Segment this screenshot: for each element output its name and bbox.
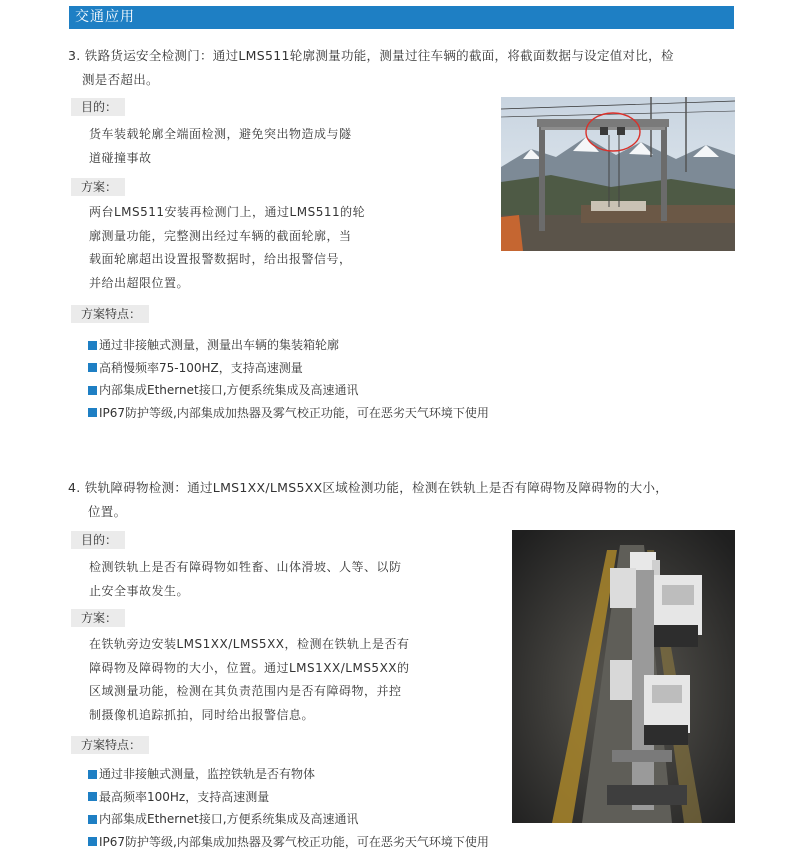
section3-plan-tag: 方案： [71, 178, 125, 196]
bullet-square-icon [88, 341, 97, 350]
section3-features-list [88, 334, 489, 424]
section3-features-tag: 方案特点： [71, 305, 149, 323]
section3-goal-line: 货车装载轮廓全端面检测，避免突出物造成与隧 [89, 127, 352, 141]
railway-gantry-illustration [501, 97, 735, 251]
section3-goal-line: 道碰撞事故 [89, 150, 152, 165]
feature-item: 最高频率100Hz，支持高速测量 [88, 786, 489, 809]
section4-plan-tag: 方案： [71, 609, 125, 627]
section3-plan-line: 载面轮廓超出设置报警数据时，给出报警信号， [89, 252, 352, 266]
section3-goal-tag: 目的： [71, 98, 125, 116]
feature-item: 高稍慢频率75-100HZ，支持高速测量 [88, 357, 489, 380]
section3-heading [68, 44, 748, 92]
bullet-square-icon [88, 792, 97, 801]
section4-goal-line: 止安全事故发生。 [89, 583, 190, 598]
section4-goal-text [89, 556, 402, 603]
section4-goal-tag: 目的： [71, 531, 125, 549]
feature-item: IP67防护等级,内部集成加热器及雾气校正功能，可在恶劣天气环境下使用 [88, 402, 489, 425]
bullet-square-icon [88, 770, 97, 779]
feature-item: 通过非接触式测量，测量出车辆的集装箱轮廓 [88, 334, 489, 357]
section3-heading-line2: 测是否超出。 [82, 72, 159, 87]
section3-plan-line: 两台LMS511安装再检测门上，通过LMS511的轮 [89, 205, 366, 219]
section4-goal-line: 检测铁轨上是否有障碍物如牲畜、山体滑坡、人等、以防 [89, 560, 402, 574]
railway-gantry-photo [501, 97, 735, 251]
section4-plan-line: 在铁轨旁边安装LMS1XX/LMS5XX，检测在铁轨上是否有 [89, 637, 410, 651]
feature-item: 内部集成Ethernet接口,方便系统集成及高速通讯 [88, 808, 489, 831]
section4-plan-text [89, 633, 410, 727]
section3-goal-text [89, 123, 352, 170]
section4-features-tag: 方案特点： [71, 736, 149, 754]
section4-plan-line: 制摄像机追踪抓拍，同时给出报警信息。 [89, 707, 315, 722]
section4-heading-line2: 位置。 [88, 504, 127, 519]
bullet-square-icon [88, 363, 97, 372]
bullet-square-icon [88, 815, 97, 824]
section4-heading-line1: 4. 铁轨障碍物检测：通过LMS1XX/LMS5XX区域检测功能，检测在铁轨上是否有障碍物及障碍物的大小， [68, 480, 669, 495]
feature-item: IP67防护等级,内部集成加热器及雾气校正功能，可在恶劣天气环境下使用 [88, 831, 489, 854]
section3-plan-text [89, 201, 365, 295]
section3-heading-line1: 3. 铁路货运安全检测门：通过LMS511轮廓测量功能，测量过往车辆的截面，将截面数据与设定值对比，检 [68, 48, 674, 63]
feature-item: 内部集成Ethernet接口,方便系统集成及高速通讯 [88, 379, 489, 402]
section4-features-list [88, 763, 489, 853]
bullet-square-icon [88, 408, 97, 417]
section3-plan-line: 并给出超限位置。 [89, 275, 190, 290]
section3-plan-line: 廓测量功能，完整测出经过车辆的截面轮廓，当 [89, 228, 352, 243]
section4-plan-line: 区域测量功能，检测在其负责范围内是否有障碍物，并控 [89, 684, 402, 698]
bullet-square-icon [88, 837, 97, 846]
bullet-square-icon [88, 386, 97, 395]
track-sensor-illustration [512, 530, 735, 823]
section4-plan-line: 障碍物及障碍物的大小，位置。通过LMS1XX/LMS5XX的 [89, 660, 410, 675]
feature-item: 通过非接触式测量，监控铁轨是否有物体 [88, 763, 489, 786]
section4-heading [68, 476, 748, 524]
section-banner: 交通应用 [69, 6, 734, 29]
track-sensor-photo [512, 530, 735, 823]
